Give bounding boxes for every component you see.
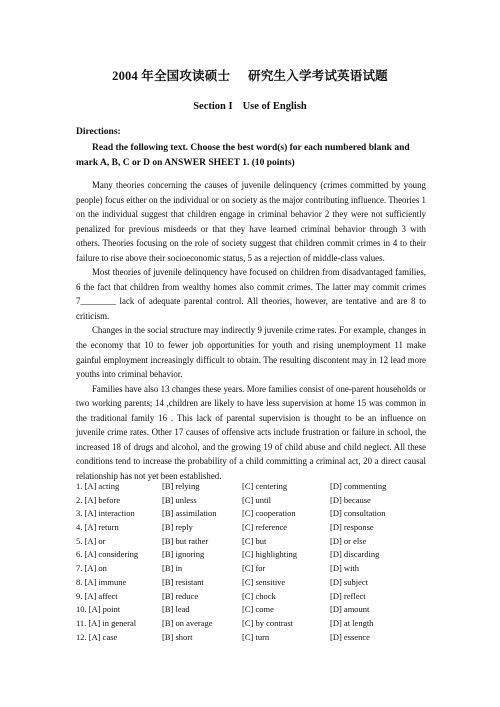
passage-paragraph: Many theories concerning the causes of juvenile delinquency (crimes committed by young people) focus either on the individual or on society as the major contributing influence. Theories 1 on the individual suggest that children engage in criminal behavior 2 they were not sufficiently penalized for previous misdeeds or that they have learned criminal behavior through 3 with others. Theories focusing on the role of society suggest that children commit crimes in 4 to their failure to rise above their socioeconomic status, 5 as a rejection of middle-class values. [76, 180, 426, 263]
option-choice: [B] relying [162, 481, 200, 491]
option-choice: 7. [A] on [76, 563, 107, 574]
option-choice: [D] with [330, 563, 360, 574]
option-row [76, 562, 436, 576]
option-choice: 8. [A] immune [76, 576, 127, 587]
option-row [76, 480, 436, 494]
option-choice: [B] reply [162, 522, 193, 533]
option-choice: [B] short [162, 631, 193, 642]
option-choice: [B] lead [162, 604, 190, 615]
option-choice: [C] centering [242, 481, 288, 491]
option-choice: [B] resistant [162, 576, 204, 587]
option-choice: 12. [A] case [76, 631, 118, 642]
option-choice: [C] until [242, 494, 272, 505]
option-choice: 2. [A] before [76, 494, 121, 505]
exam-title [0, 66, 500, 84]
option-choice: [C] turn [242, 631, 270, 642]
section-name: Use of English [242, 101, 307, 112]
option-choice: [C] sensitive [242, 576, 286, 587]
option-choice: [B] on average [162, 617, 213, 628]
option-choice: [D] reflect [330, 590, 366, 601]
option-row [76, 521, 436, 535]
section-label: Section I [193, 101, 233, 112]
directions-text: Read the following text. Choose the best word(s) for each numbered blank and mark A, B, C or D on ANSWER SHEET 1. (10 points) [76, 143, 410, 168]
option-choice: [C] chock [242, 590, 276, 601]
option-choice: 3. [A] interaction [76, 508, 135, 519]
option-choice: [B] assimilation [162, 508, 217, 519]
option-choice: [D] subject [330, 576, 369, 587]
option-choice: [D] amount [330, 604, 370, 615]
passage-paragraph: Families have also 13 changes these years. More families consist of one-parent households or two working parents; 14 ,children are likely to have less supervision at home 15 was common in the traditional family 16 . This lack of parental supervision is thought to be an influence on juvenile crime rates. Other 17 causes of offensive acts include frustration or failure in school, the increased 18 of drugs and alcohol, and the growing 19 of child abuse and child neglect. All these conditions tend to increase the probability of a child committing a criminal act, 20 a direct causal relationship has not yet been established. [76, 383, 426, 481]
option-choice: 11. [A] in general [76, 617, 137, 628]
option-choice: 4. [A] return [76, 522, 119, 533]
option-choice: [D] or else [330, 535, 367, 546]
option-row [76, 576, 436, 590]
directions-label: Directions: [76, 127, 121, 137]
option-choice: [B] reduce [162, 590, 199, 601]
option-choice: [D] commenting [330, 481, 387, 491]
option-choice: [C] for [242, 563, 266, 574]
option-choice: 6. [A] considering [76, 549, 139, 560]
option-choice: [C] highlighting [242, 549, 298, 560]
option-choice: 9. [A] affect [76, 590, 118, 601]
option-row [76, 617, 436, 631]
option-choice: [D] response [330, 522, 374, 533]
section-heading [0, 101, 500, 112]
option-row [76, 507, 436, 521]
option-choice: [B] unless [162, 494, 197, 505]
option-row [76, 631, 436, 645]
exam-title-rest: 研究生入学考试英语试题 [248, 69, 388, 83]
option-choice: [D] because [330, 494, 371, 505]
option-row [76, 494, 436, 508]
option-choice: 5. [A] or [76, 535, 106, 546]
option-choice: [D] at length [330, 617, 374, 628]
option-choice: [C] reference [242, 522, 288, 533]
passage-paragraph: Changes in the social structure may indirectly 9 juvenile crime rates. For example, changes in the economy that 10 to fewer job opportunities for youth and rising unemployment 11 make gainful employment increasingly difficult to obtain. The resulting discontent may in 12 lead more youths into criminal behavior. [76, 325, 426, 380]
option-row [76, 548, 436, 562]
exam-title-year: 2004 年全国攻读硕士 [112, 69, 231, 83]
option-row [76, 590, 436, 604]
option-choice: [C] by contrast [242, 617, 293, 628]
option-choice: [C] but [242, 535, 267, 546]
answer-options [76, 480, 436, 644]
option-row [76, 603, 436, 617]
option-choice: [D] discarding [330, 549, 380, 560]
option-row [76, 535, 436, 549]
option-choice: [D] consultation [330, 508, 386, 519]
option-choice: [C] come [242, 604, 274, 615]
reading-passage [76, 178, 426, 483]
option-choice: [B] but rather [162, 535, 209, 546]
option-choice: [B] in [162, 563, 183, 574]
option-choice: [D] essence [330, 631, 370, 642]
option-choice: 10. [A] point [76, 604, 121, 615]
option-choice: [C] cooperation [242, 508, 296, 519]
option-choice: 1. [A] acting [76, 481, 120, 491]
option-choice: [B] ignoring [162, 549, 205, 560]
passage-paragraph: Most theories of juvenile delinquency have focused on children from disadvantaged families, 6 the fact that children from wealthy homes also commit crimes. The latter may commit crimes 7________ lack of adequate parental control. All theories, however, are tentative and are 8 to criticism. [76, 267, 426, 321]
